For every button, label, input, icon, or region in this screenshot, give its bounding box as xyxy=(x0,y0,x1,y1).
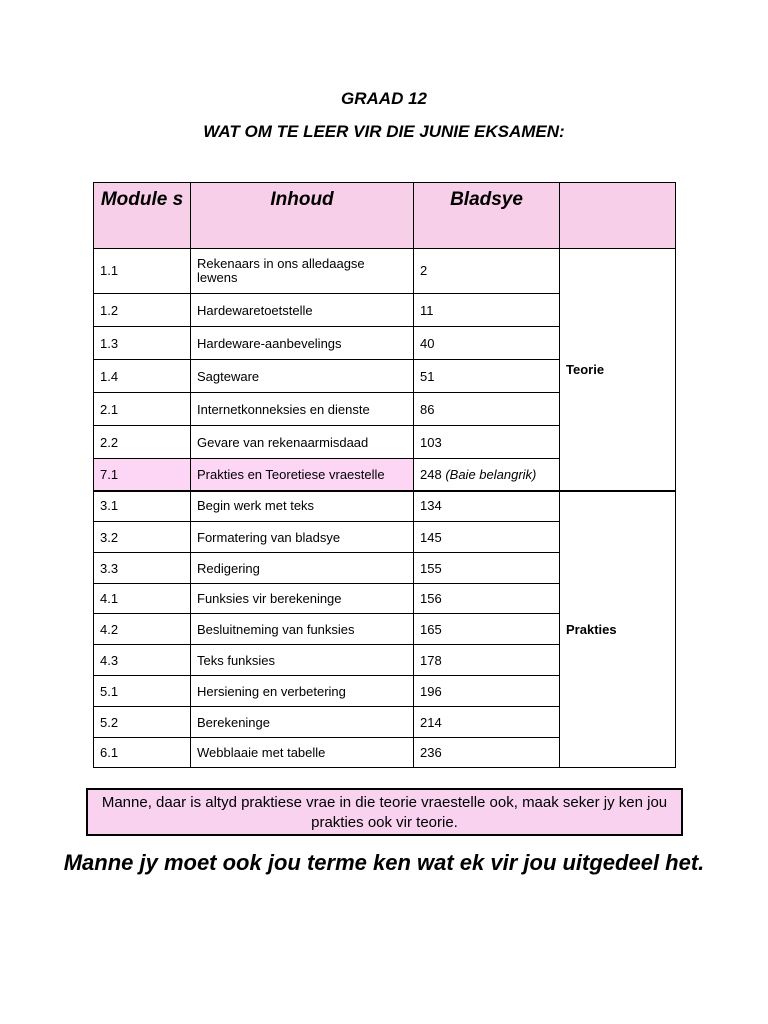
module-number-cell: 5.1 xyxy=(94,676,191,707)
module-number-cell: 3.3 xyxy=(94,553,191,584)
content-cell: Redigering xyxy=(191,553,414,584)
content-cell: Webblaaie met tabelle xyxy=(191,738,414,768)
page-cell xyxy=(414,553,560,584)
closing-remark: Manne jy moet ook jou terme ken wat ek vir jou uitgedeel het. xyxy=(63,850,705,875)
content-cell: Hardeware-aanbevelings xyxy=(191,327,414,360)
module-number-cell: 1.1 xyxy=(94,249,191,294)
module-number-cell: 2.2 xyxy=(94,426,191,459)
page-cell xyxy=(414,522,560,553)
page-number: 134 xyxy=(420,498,442,514)
module-number-cell: 3.1 xyxy=(94,491,191,522)
content-cell: Berekeninge xyxy=(191,707,414,738)
page-number: 51 xyxy=(420,368,435,384)
page-number: 11 xyxy=(420,302,434,318)
page-number: 2 xyxy=(420,263,428,278)
column-header-content: Inhoud xyxy=(191,183,414,249)
page-number: 103 xyxy=(420,434,442,450)
table-body xyxy=(94,249,676,768)
page-number: 165 xyxy=(420,621,442,637)
module-number-cell: 4.1 xyxy=(94,584,191,614)
page-number: 178 xyxy=(420,652,442,668)
notice-box: Manne, daar is altyd praktiese vrae in die teorie vraestelle ook, maak seker jy ken jou prakties ook vir teorie. xyxy=(86,788,683,836)
content-cell: Hardewaretoetstelle xyxy=(191,294,414,327)
page-cell xyxy=(414,707,560,738)
page-cell xyxy=(414,294,560,327)
module-number-cell: 2.1 xyxy=(94,393,191,426)
page-cell xyxy=(414,738,560,768)
page-number: 236 xyxy=(420,745,442,760)
page-number: 86 xyxy=(420,401,435,417)
table-row xyxy=(94,249,676,294)
module-number-cell: 6.1 xyxy=(94,738,191,768)
module-number-cell: 1.4 xyxy=(94,360,191,393)
page-title: GRAAD 12 xyxy=(341,89,427,108)
module-number-cell: 1.3 xyxy=(94,327,191,360)
column-header-pages: Bladsye xyxy=(414,183,560,249)
page-cell xyxy=(414,459,560,491)
page-cell xyxy=(414,676,560,707)
content-cell: Prakties en Teoretiese vraestelle xyxy=(191,459,414,491)
module-number-cell: 3.2 xyxy=(94,522,191,553)
page-subtitle: WAT OM TE LEER VIR DIE JUNIE EKSAMEN: xyxy=(203,122,565,141)
table-header-row xyxy=(94,183,676,249)
study-schedule-table xyxy=(93,182,676,768)
content-cell: Formatering van bladsye xyxy=(191,522,414,553)
content-cell: Rekenaars in ons alledaagse lewens xyxy=(191,249,414,294)
content-cell: Internetkonneksies en dienste xyxy=(191,393,414,426)
module-number-cell: 5.2 xyxy=(94,707,191,738)
page-cell xyxy=(414,426,560,459)
page-cell xyxy=(414,327,560,360)
content-cell: Begin werk met teks xyxy=(191,491,414,522)
page-number: 214 xyxy=(420,714,442,730)
page-cell xyxy=(414,360,560,393)
page-cell xyxy=(414,645,560,676)
page-number: 196 xyxy=(420,683,442,699)
page-note: (Baie belangrik) xyxy=(445,466,537,482)
content-cell: Besluitneming van funksies xyxy=(191,614,414,645)
page-cell xyxy=(414,249,560,294)
content-cell: Funksies vir berekeninge xyxy=(191,584,414,614)
page-number: 248 xyxy=(420,466,442,482)
content-cell: Gevare van rekenaarmisdaad xyxy=(191,426,414,459)
table-row xyxy=(94,491,676,522)
column-header-modules: Module s xyxy=(94,183,191,249)
page-cell xyxy=(414,393,560,426)
module-number-cell: 7.1 xyxy=(94,459,191,491)
module-number-cell: 1.2 xyxy=(94,294,191,327)
module-number-cell: 4.2 xyxy=(94,614,191,645)
content-cell: Teks funksies xyxy=(191,645,414,676)
page-cell xyxy=(414,584,560,614)
page-cell xyxy=(414,614,560,645)
page-number: 156 xyxy=(420,591,442,606)
group-label-teorie: Teorie xyxy=(560,249,676,491)
module-number-cell: 4.3 xyxy=(94,645,191,676)
page-number: 155 xyxy=(420,560,442,576)
group-label-prakties: Prakties xyxy=(560,491,676,768)
page-cell xyxy=(414,491,560,522)
page-number: 40 xyxy=(420,335,435,351)
content-cell: Hersiening en verbetering xyxy=(191,676,414,707)
page-number: 145 xyxy=(420,529,442,545)
column-header-category xyxy=(560,183,676,249)
content-cell: Sagteware xyxy=(191,360,414,393)
